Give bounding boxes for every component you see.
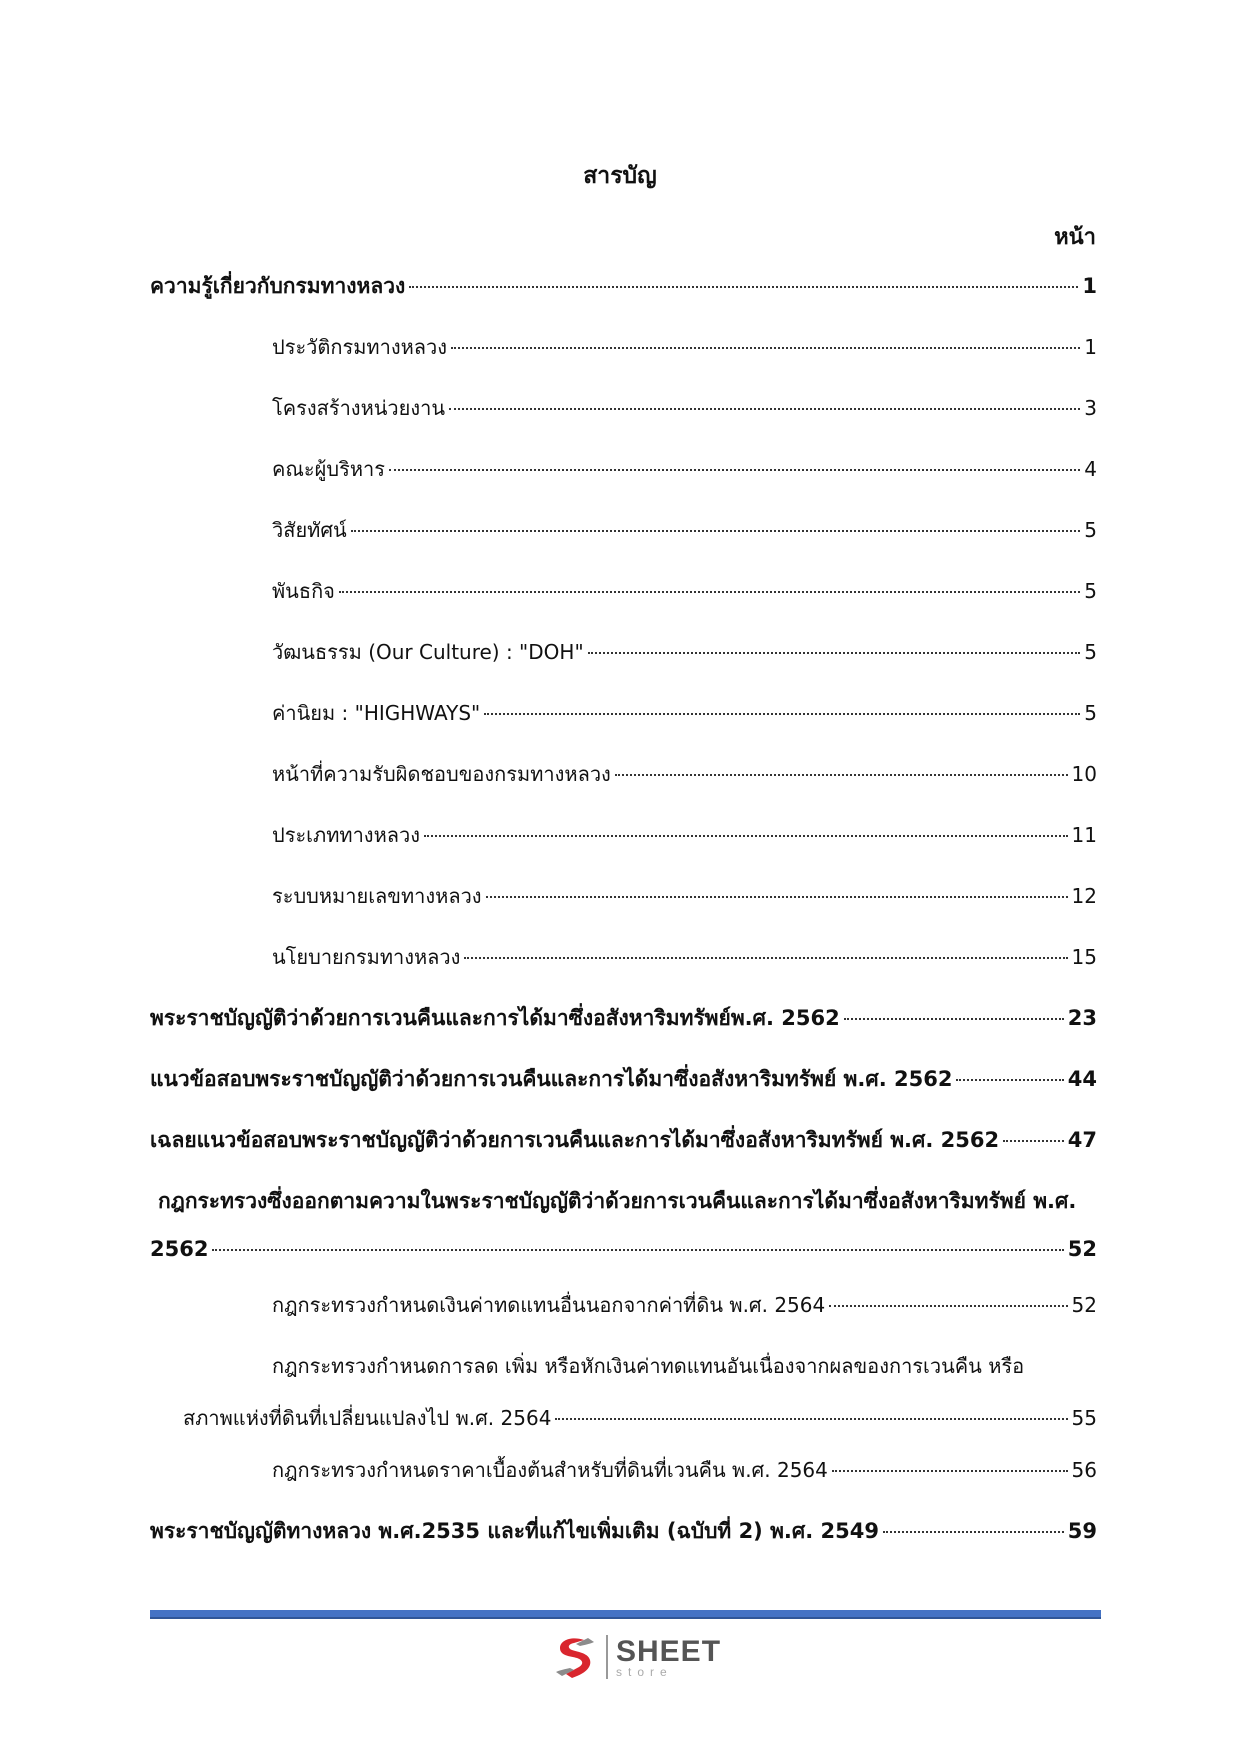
toc-entry-label: พันธกิจ: [272, 579, 335, 603]
toc-entry-page: 11: [1071, 823, 1097, 847]
toc-entry[interactable]: [150, 392, 1097, 453]
logo-wordmark: SHEET: [616, 1634, 722, 1668]
toc-entry-label: เฉลยแนวข้อสอบพระราชบัญญัติว่าด้วยการเวนคืนและการได้มาซึ่งอสังหาริมทรัพย์ พ.ศ. 2562: [150, 1128, 1000, 1152]
dot-leader: [832, 1470, 1068, 1472]
toc-entry-label: ระบบหมายเลขทางหลวง: [272, 884, 482, 908]
toc-entry[interactable]: [150, 1454, 1097, 1515]
dot-leader: [389, 469, 1080, 471]
toc-entry-page: 1: [1084, 335, 1097, 359]
toc-entry[interactable]: [150, 758, 1097, 819]
toc-entry-label-continued: 2562: [150, 1237, 209, 1261]
dot-leader: [555, 1418, 1067, 1420]
dot-leader: [449, 408, 1080, 410]
toc-entry-page: 10: [1071, 762, 1097, 786]
dot-leader: [484, 713, 1080, 715]
toc-entry-page: 56: [1071, 1458, 1097, 1482]
toc-entry-label: ค่านิยม : "HIGHWAYS": [272, 701, 481, 725]
toc-entry-label: ประวัติกรมทางหลวง: [272, 335, 448, 359]
toc-entry-label: พระราชบัญญัติว่าด้วยการเวนคืนและการได้มาซึ่งอสังหาริมทรัพย์พ.ศ. 2562: [150, 1006, 840, 1030]
toc-entry[interactable]: [150, 1350, 1097, 1454]
logo-divider: [606, 1635, 608, 1679]
toc-entry-page: 5: [1084, 701, 1097, 725]
dot-leader: [451, 347, 1080, 349]
page-column-header: หน้า: [1054, 225, 1096, 250]
toc-entry[interactable]: [150, 941, 1097, 1002]
dot-leader: [409, 286, 1078, 288]
toc-entry-label: ความรู้เกี่ยวกับกรมทางหลวง: [150, 274, 406, 298]
toc-entry-label: นโยบายกรมทางหลวง: [272, 945, 461, 969]
logo-subtext: store: [616, 1664, 673, 1679]
sheet-store-s-icon: [550, 1632, 600, 1682]
toc-entry[interactable]: [150, 514, 1097, 575]
toc-entry-page: 5: [1084, 579, 1097, 603]
toc-entry-label: หน้าที่ความรับผิดชอบของกรมทางหลวง: [272, 762, 611, 786]
toc-entry[interactable]: [150, 331, 1097, 392]
dot-leader: [829, 1305, 1067, 1307]
toc-entry[interactable]: [150, 697, 1097, 758]
toc-entry-label: กฎกระทรวงกำหนดราคาเบื้องต้นสำหรับที่ดินที่เวนคืน พ.ศ. 2564: [272, 1458, 828, 1482]
dot-leader: [844, 1018, 1064, 1020]
dot-leader: [351, 530, 1081, 532]
toc-entry-page: 15: [1071, 945, 1097, 969]
toc-entry-page: 52: [1067, 1237, 1097, 1261]
footer-rule: [150, 1610, 1101, 1619]
dot-leader: [615, 774, 1068, 776]
toc-entry-label: กฎกระทรวงซึ่งออกตามความในพระราชบัญญัติว่าด้วยการเวนคืนและการได้มาซึ่งอสังหาริมทรัพย์ พ.ศ.: [158, 1189, 1077, 1213]
toc-entry-label: คณะผู้บริหาร: [272, 457, 385, 481]
dot-leader: [339, 591, 1080, 593]
toc-entry-page: 59: [1067, 1519, 1097, 1543]
page-title: สารบัญ: [583, 163, 657, 189]
toc-entry[interactable]: [150, 453, 1097, 514]
toc-entry-page: 47: [1067, 1128, 1097, 1152]
table-of-contents: [150, 270, 1097, 1576]
dot-leader: [464, 957, 1067, 959]
toc-entry[interactable]: [150, 636, 1097, 697]
toc-entry[interactable]: [150, 1185, 1097, 1289]
sheet-store-logo: [550, 1631, 721, 1683]
toc-entry-label: แนวข้อสอบพระราชบัญญัติว่าด้วยการเวนคืนและการได้มาซึ่งอสังหาริมทรัพย์ พ.ศ. 2562: [150, 1067, 953, 1091]
toc-entry[interactable]: [150, 1289, 1097, 1350]
toc-entry[interactable]: [150, 575, 1097, 636]
dot-leader: [212, 1249, 1063, 1251]
toc-entry-page: 1: [1082, 274, 1097, 298]
toc-entry-page: 23: [1067, 1006, 1097, 1030]
toc-entry-page: 5: [1084, 518, 1097, 542]
toc-entry-page: 5: [1084, 640, 1097, 664]
toc-entry-page: 52: [1071, 1293, 1097, 1317]
toc-entry[interactable]: [150, 1124, 1097, 1185]
toc-entry[interactable]: [150, 270, 1097, 331]
toc-entry[interactable]: [150, 1063, 1097, 1124]
dot-leader: [883, 1531, 1064, 1533]
toc-entry[interactable]: [150, 880, 1097, 941]
toc-entry[interactable]: [150, 1515, 1097, 1576]
toc-entry[interactable]: [150, 1002, 1097, 1063]
toc-entry[interactable]: [150, 819, 1097, 880]
dot-leader: [1003, 1140, 1064, 1142]
dot-leader: [424, 835, 1068, 837]
toc-entry-page: 4: [1084, 457, 1097, 481]
toc-entry-label: กฎกระทรวงกำหนดการลด เพิ่ม หรือหักเงินค่าทดแทนอันเนื่องจากผลของการเวนคืน หรือ: [272, 1354, 1025, 1378]
toc-entry-label: พระราชบัญญัติทางหลวง พ.ศ.2535 และที่แก้ไขเพิ่มเติม (ฉบับที่ 2) พ.ศ. 2549: [150, 1519, 879, 1543]
toc-entry-label: วิสัยทัศน์: [272, 518, 347, 542]
toc-entry-page: 44: [1067, 1067, 1097, 1091]
toc-entry-page: 55: [1071, 1406, 1097, 1430]
toc-entry-label: โครงสร้างหน่วยงาน: [272, 396, 446, 420]
toc-entry-label-continued: สภาพแห่งที่ดินที่เปลี่ยนแปลงไป พ.ศ. 2564: [183, 1406, 552, 1430]
dot-leader: [588, 652, 1081, 654]
toc-entry-label: กฎกระทรวงกำหนดเงินค่าทดแทนอื่นนอกจากค่าที่ดิน พ.ศ. 2564: [272, 1293, 826, 1317]
toc-entry-page: 3: [1084, 396, 1097, 420]
toc-entry-label: วัฒนธรรม (Our Culture) : "DOH": [272, 640, 584, 664]
toc-entry-label: ประเภททางหลวง: [272, 823, 420, 847]
toc-entry-page: 12: [1071, 884, 1097, 908]
dot-leader: [956, 1079, 1063, 1081]
dot-leader: [486, 896, 1068, 898]
